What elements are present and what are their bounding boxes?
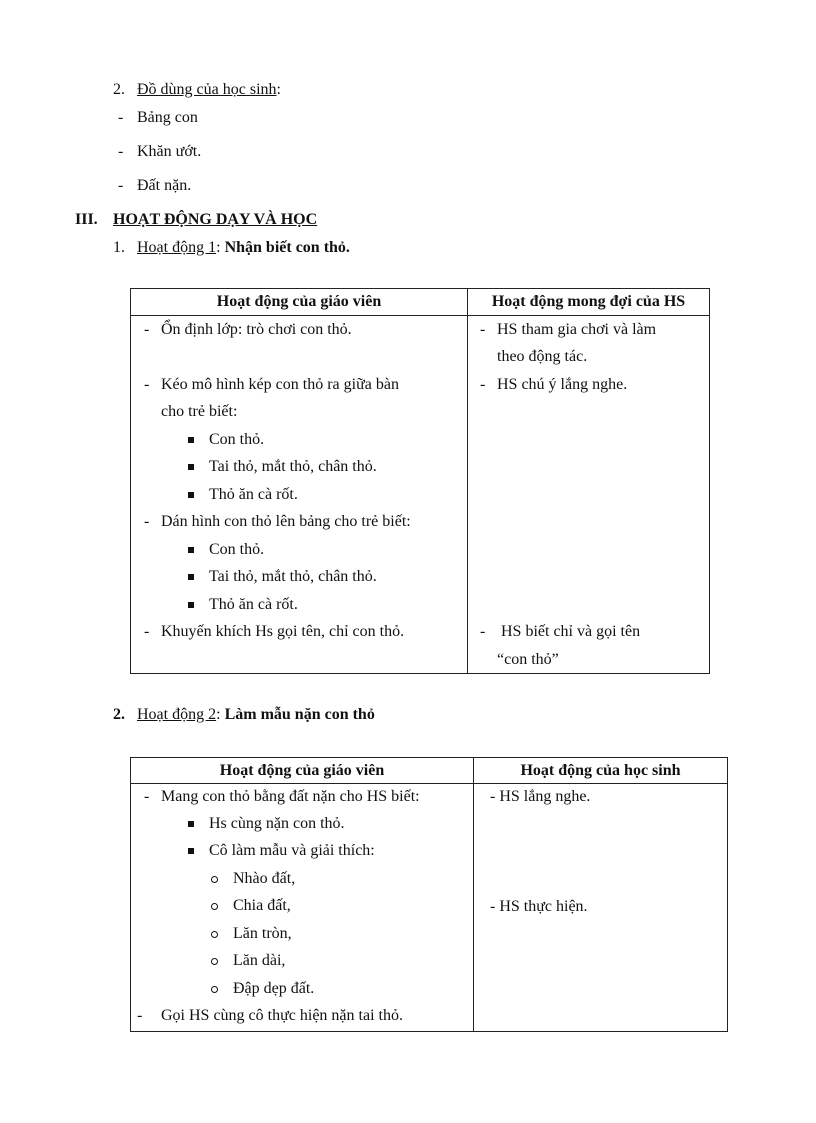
section3-number: III.: [75, 211, 98, 228]
teacher-line: Tai thỏ, mắt thỏ, chân thỏ.: [209, 568, 377, 585]
activity2-label: Hoạt động 2: [137, 706, 217, 723]
circle-bullet-icon: [211, 958, 218, 965]
student-line: HS biết chỉ và gọi tên: [501, 623, 641, 640]
dash: -: [144, 513, 150, 530]
activity1-table: [130, 288, 710, 674]
circle-bullet-icon: [211, 876, 218, 883]
teacher-line: Thỏ ăn cà rốt.: [209, 596, 298, 613]
square-bullet-icon: [188, 492, 194, 498]
circle-bullet-icon: [211, 986, 218, 993]
dash: -: [480, 321, 486, 338]
student-line: theo động tác.: [497, 348, 588, 365]
teacher-line: Ổn định lớp: trò chơi con thỏ.: [161, 321, 352, 338]
list-item: Khăn ướt.: [137, 143, 202, 160]
activity2-header-teacher: Hoạt động của giáo viên: [131, 758, 474, 784]
student-line: HS chú ý lắng nghe.: [497, 376, 628, 393]
teacher-line: Con thỏ.: [209, 431, 265, 448]
activity2-teacher-cell: [131, 784, 474, 1032]
student-line: - HS thực hiện.: [490, 898, 588, 915]
list-item: Bảng con: [137, 109, 198, 126]
square-bullet-icon: [188, 464, 194, 470]
activity2-colon: :: [216, 706, 221, 723]
teacher-line: Lăn dài,: [233, 952, 286, 969]
square-bullet-icon: [188, 437, 194, 443]
teacher-line: Lăn tròn,: [233, 925, 292, 942]
dash: -: [118, 177, 124, 194]
teacher-line: Mang con thỏ bằng đất nặn cho HS biết:: [161, 788, 420, 805]
square-bullet-icon: [188, 848, 194, 854]
student-line: “con thỏ”: [497, 651, 559, 668]
activity2-header-student: Hoạt động của học sinh: [474, 758, 728, 784]
teacher-line: Tai thỏ, mắt thỏ, chân thỏ.: [209, 458, 377, 475]
activity1-header-student: Hoạt động mong đợi của HS: [468, 289, 710, 316]
activity1-label: Hoạt động 1: [137, 239, 217, 256]
activity1-teacher-cell: [131, 316, 468, 674]
teacher-line: Nhào đất,: [233, 870, 296, 887]
square-bullet-icon: [188, 602, 194, 608]
student-line: HS tham gia chơi và làm: [497, 321, 657, 338]
section2-number: 2.: [113, 81, 125, 98]
dash: -: [144, 321, 150, 338]
activity1-student-cell: [468, 316, 710, 674]
list-item: Đất nặn.: [137, 177, 192, 194]
dash: -: [144, 376, 150, 393]
teacher-line: Cô làm mẫu và giải thích:: [209, 842, 375, 859]
dash: -: [137, 1007, 143, 1024]
activity1-header-teacher: Hoạt động của giáo viên: [131, 289, 468, 316]
teacher-line: Hs cùng nặn con thỏ.: [209, 815, 345, 832]
teacher-line: Dán hình con thỏ lên bảng cho trẻ biết:: [161, 513, 411, 530]
teacher-line: Chia đất,: [233, 897, 291, 914]
activity2-title: Làm mẫu nặn con thỏ: [224, 706, 375, 723]
activity2-student-cell: [474, 784, 728, 1032]
section2-title: Đồ dùng của học sinh: [137, 81, 277, 98]
teacher-line: cho trẻ biết:: [161, 403, 238, 420]
circle-bullet-icon: [211, 903, 218, 910]
activity2-heading: [137, 705, 375, 725]
teacher-line: Con thỏ.: [209, 541, 265, 558]
square-bullet-icon: [188, 547, 194, 553]
dash: -: [480, 376, 486, 393]
square-bullet-icon: [188, 574, 194, 580]
activity1-number: 1.: [113, 239, 125, 256]
student-line: - HS lắng nghe.: [490, 788, 591, 805]
dash: -: [480, 623, 486, 640]
activity1-heading: [137, 238, 350, 258]
teacher-line: Kéo mô hình kép con thỏ ra giữa bàn: [161, 376, 399, 393]
section2-colon: :: [276, 81, 281, 98]
activity1-colon: :: [216, 239, 221, 256]
dash: -: [144, 623, 150, 640]
teacher-line: Thỏ ăn cà rốt.: [209, 486, 298, 503]
dash: -: [118, 109, 124, 126]
dash: -: [118, 143, 124, 160]
teacher-line: Đập dẹp đất.: [233, 980, 315, 997]
section3-title: HOẠT ĐỘNG DẠY VÀ HỌC: [113, 211, 318, 228]
section2-heading: [137, 80, 281, 100]
teacher-line: Gọi HS cùng cô thực hiện nặn tai thỏ.: [161, 1007, 403, 1024]
circle-bullet-icon: [211, 931, 218, 938]
activity2-table: [130, 757, 728, 1032]
square-bullet-icon: [188, 821, 194, 827]
activity2-number: 2.: [113, 706, 125, 723]
teacher-line: Khuyến khích Hs gọi tên, chỉ con thỏ.: [161, 623, 405, 640]
dash: -: [144, 788, 150, 805]
activity1-title: Nhận biết con thỏ.: [224, 239, 350, 256]
